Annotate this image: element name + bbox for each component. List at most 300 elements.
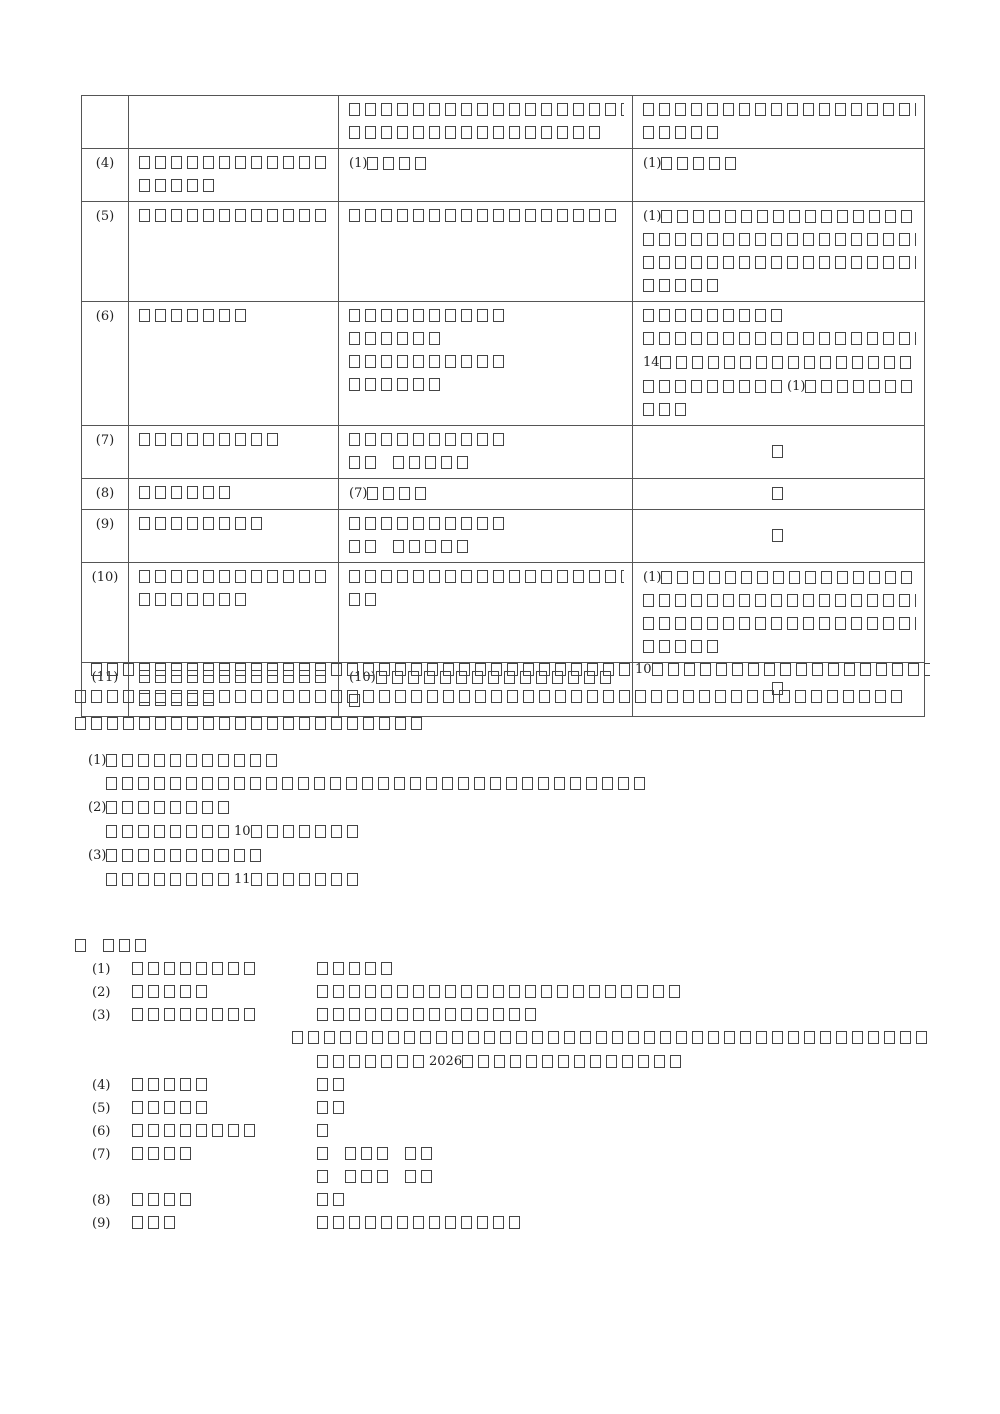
placeholder-glyph [187,179,198,192]
placeholder-glyph [484,1031,495,1044]
placeholder-glyph [180,1078,191,1091]
placeholder-glyph [707,640,718,653]
placeholder-glyph [643,640,654,653]
text-line [643,328,916,351]
placeholder-glyph [461,985,472,998]
placeholder-glyph [477,433,488,446]
placeholder-glyph [381,355,392,368]
placeholder-glyph [228,962,239,975]
placeholder-glyph [170,849,181,862]
table-cell-c3 [339,96,633,149]
placeholder-glyph [821,210,832,223]
placeholder-glyph [539,690,550,703]
placeholder-glyph [461,1008,472,1021]
placeholder-glyph [349,332,360,345]
placeholder-glyph [509,1008,520,1021]
placeholder-glyph [187,156,198,169]
placeholder-glyph [180,1101,191,1114]
placeholder-glyph [660,1031,671,1044]
detail-number [92,1050,132,1074]
placeholder-glyph [347,717,358,730]
placeholder-glyph [867,233,878,246]
placeholder-glyph [443,663,454,676]
placeholder-glyph [397,570,408,583]
placeholder-glyph [317,1216,328,1229]
placeholder-glyph [429,1008,440,1021]
placeholder-glyph [899,103,910,116]
placeholder-glyph [154,801,165,814]
placeholder-glyph [154,849,165,862]
placeholder-glyph [427,663,438,676]
placeholder-glyph [691,103,702,116]
placeholder-glyph [836,1031,847,1044]
placeholder-glyph [445,1008,456,1021]
placeholder-glyph [525,103,536,116]
placeholder-glyph [138,849,149,862]
placeholder-glyph [251,663,262,676]
placeholder-glyph [218,825,229,838]
placeholder-glyph [282,777,293,790]
placeholder-glyph [122,777,133,790]
placeholder-glyph [605,209,616,222]
placeholder-glyph [315,717,326,730]
placeholder-glyph [164,1101,175,1114]
placeholder-glyph [622,1055,633,1068]
detail-value [317,1166,932,1189]
placeholder-glyph [445,103,456,116]
placeholder-glyph [397,355,408,368]
placeholder-glyph [315,825,326,838]
placeholder-glyph [899,617,910,630]
row-number [82,96,129,149]
placeholder-glyph [187,663,198,676]
detail-label [128,1027,292,1050]
text-line [349,205,624,228]
placeholder-glyph [618,777,629,790]
placeholder-glyph [436,1031,447,1044]
placeholder-glyph [691,256,702,269]
placeholder-glyph [803,233,814,246]
detail-value [317,1097,932,1120]
placeholder-glyph [346,777,357,790]
numeral: 10 [635,662,652,677]
placeholder-glyph [619,690,630,703]
placeholder-glyph [202,825,213,838]
placeholder-glyph [675,640,686,653]
placeholder-glyph [707,256,718,269]
placeholder-glyph [75,717,86,730]
placeholder-glyph [365,517,376,530]
row-number: (8) [82,479,129,510]
placeholder-glyph [394,777,405,790]
table-cell-c4 [633,479,925,510]
placeholder-glyph [558,1055,569,1068]
detail-row [92,1166,932,1189]
placeholder-glyph [573,985,584,998]
placeholder-glyph [707,103,718,116]
placeholder-glyph [267,825,278,838]
placeholder-glyph [819,617,830,630]
table-cell-c2 [129,426,339,479]
placeholder-glyph [203,690,214,703]
placeholder-glyph [507,663,518,676]
placeholder-glyph [755,594,766,607]
placeholder-glyph [707,309,718,322]
placeholder-glyph [500,1031,511,1044]
placeholder-glyph [132,962,143,975]
placeholder-glyph [468,1031,479,1044]
placeholder-glyph [541,570,552,583]
placeholder-glyph [139,156,150,169]
note-title [88,749,650,773]
placeholder-glyph [445,309,456,322]
placeholder-glyph [171,209,182,222]
placeholder-glyph [654,1055,665,1068]
placeholder-glyph [899,233,910,246]
placeholder-glyph [741,571,752,584]
placeholder-glyph [250,754,261,767]
placeholder-glyph [365,456,376,469]
placeholder-glyph [573,103,584,116]
placeholder-glyph [675,233,686,246]
main-table [81,95,925,717]
placeholder-glyph [251,690,262,703]
placeholder-glyph [378,777,389,790]
placeholder-glyph [891,690,902,703]
placeholder-glyph [796,663,807,676]
placeholder-glyph [106,825,117,838]
placeholder-glyph [675,256,686,269]
text-line [349,152,624,176]
text-line [317,1074,932,1097]
placeholder-glyph [836,356,847,369]
placeholder-glyph [659,617,670,630]
placeholder-glyph [381,985,392,998]
placeholder-glyph [155,156,166,169]
placeholder-glyph [154,873,165,886]
placeholder-glyph [330,777,341,790]
placeholder-glyph [429,309,440,322]
placeholder-glyph [740,356,751,369]
placeholder-glyph [413,309,424,322]
placeholder-glyph [139,517,150,530]
placeholder-glyph [381,517,392,530]
placeholder-glyph [164,1216,175,1229]
placeholder-glyph [675,103,686,116]
table-cell-c3 [339,426,633,479]
placeholder-glyph [739,332,750,345]
placeholder-glyph [523,690,534,703]
placeholder-glyph [445,985,456,998]
text-line [643,525,916,548]
placeholder-glyph [148,1193,159,1206]
placeholder-glyph [315,570,326,583]
placeholder-glyph [494,1055,505,1068]
placeholder-glyph [202,873,213,886]
placeholder-glyph [668,663,679,676]
placeholder-glyph [525,570,536,583]
placeholder-glyph [884,356,895,369]
placeholder-glyph [643,332,654,345]
table-cell-c4 [633,302,925,426]
placeholder-glyph [915,233,916,246]
placeholder-glyph [381,570,392,583]
placeholder-glyph [643,617,654,630]
placeholder-glyph [651,690,662,703]
placeholder-glyph [723,309,734,322]
placeholder-glyph [445,570,456,583]
placeholder-glyph [349,962,360,975]
placeholder-glyph [315,873,326,886]
placeholder-glyph [365,126,376,139]
placeholder-glyph [413,1216,424,1229]
placeholder-glyph [410,777,421,790]
table-row [82,302,925,426]
placeholder-glyph [787,103,798,116]
placeholder-glyph [397,209,408,222]
placeholder-glyph [459,690,470,703]
placeholder-glyph [725,571,736,584]
note-body [88,773,650,796]
placeholder-glyph [266,754,277,767]
placeholder-glyph [741,210,752,223]
placeholder-glyph [212,1008,223,1021]
placeholder-glyph [299,663,310,676]
placeholder-glyph [132,1147,143,1160]
placeholder-glyph [171,593,182,606]
placeholder-glyph [365,593,376,606]
placeholder-glyph [106,849,117,862]
detail-value [317,1074,932,1097]
placeholder-glyph [899,256,910,269]
text-line [349,99,624,122]
detail-label [132,1050,317,1074]
placeholder-glyph [691,640,702,653]
detail-label [132,958,317,981]
placeholder-glyph [772,1031,783,1044]
placeholder-glyph [885,571,896,584]
detail-number: (8) [92,1193,111,1208]
placeholder-glyph [381,378,392,391]
placeholder-glyph [691,617,702,630]
placeholder-glyph [283,209,294,222]
placeholder-glyph [180,1124,191,1137]
placeholder-glyph [771,380,782,393]
placeholder-glyph [235,209,246,222]
placeholder-glyph [755,332,766,345]
text-line [317,1189,932,1212]
table-cell-c4 [633,202,925,302]
placeholder-glyph [187,209,198,222]
placeholder-glyph [675,617,686,630]
placeholder-glyph [397,1055,408,1068]
placeholder-glyph [154,754,165,767]
placeholder-glyph [493,355,504,368]
placeholder-glyph [441,540,452,553]
text-line [349,536,624,559]
placeholder-glyph [804,1031,815,1044]
placeholder-glyph [155,433,166,446]
section-heading [75,935,151,957]
placeholder-glyph [139,690,150,703]
text-line [643,375,916,399]
placeholder-glyph [691,233,702,246]
placeholder-glyph [853,571,864,584]
table-cell-c2 [129,510,339,563]
placeholder-glyph [590,1055,601,1068]
placeholder-glyph [377,1147,388,1160]
placeholder-glyph [691,126,702,139]
placeholder-glyph [526,1055,537,1068]
placeholder-glyph [317,1147,328,1160]
placeholder-glyph [764,663,775,676]
placeholder-glyph [819,256,830,269]
placeholder-glyph [283,873,294,886]
placeholder-glyph [415,487,426,500]
placeholder-glyph [652,663,663,676]
placeholder-glyph [180,1008,191,1021]
placeholder-glyph [691,279,702,292]
placeholder-glyph [235,433,246,446]
text-line [139,175,330,198]
placeholder-glyph [475,690,486,703]
placeholder-glyph [589,103,600,116]
detail-label [132,1004,317,1027]
table-cell-c3 [339,479,633,510]
placeholder-glyph [234,754,245,767]
placeholder-glyph [361,1170,372,1183]
placeholder-glyph [883,103,894,116]
placeholder-glyph [899,332,910,345]
placeholder-glyph [347,663,358,676]
row-number: (5) [82,202,129,302]
numeral: (1) [787,379,806,394]
numeral: (1) [643,156,662,171]
placeholder-glyph [234,849,245,862]
detail-label [132,1189,317,1212]
placeholder-glyph [397,126,408,139]
paragraph-line [75,684,930,711]
numeral: (1) [643,209,662,224]
placeholder-glyph [349,1008,360,1021]
placeholder-glyph [139,309,150,322]
placeholder-glyph [155,717,166,730]
placeholder-glyph [445,517,456,530]
placeholder-glyph [187,486,198,499]
placeholder-glyph [429,332,440,345]
placeholder-glyph [477,570,488,583]
placeholder-glyph [461,570,472,583]
placeholder-glyph [867,256,878,269]
placeholder-glyph [299,873,310,886]
placeholder-glyph [539,663,550,676]
placeholder-glyph [397,378,408,391]
placeholder-glyph [821,380,832,393]
placeholder-glyph [621,103,624,116]
placeholder-glyph [250,849,261,862]
placeholder-glyph [333,985,344,998]
placeholder-glyph [379,690,390,703]
placeholder-glyph [267,209,278,222]
placeholder-glyph [393,540,404,553]
table-cell-c3 [339,563,633,663]
placeholder-glyph [345,1147,356,1160]
placeholder-glyph [819,332,830,345]
placeholder-glyph [315,690,326,703]
placeholder-glyph [772,529,783,542]
placeholder-glyph [677,157,688,170]
placeholder-glyph [317,1193,328,1206]
placeholder-glyph [356,1031,367,1044]
placeholder-glyph [381,209,392,222]
placeholder-glyph [349,1055,360,1068]
placeholder-glyph [892,663,903,676]
text-line [643,399,916,422]
text-line [317,1143,932,1166]
placeholder-glyph [218,801,229,814]
placeholder-glyph [491,690,502,703]
placeholder-glyph [621,985,632,998]
placeholder-glyph [362,777,373,790]
placeholder-glyph [365,309,376,322]
placeholder-glyph [187,593,198,606]
placeholder-glyph [122,849,133,862]
placeholder-glyph [787,233,798,246]
placeholder-glyph [885,380,896,393]
placeholder-glyph [538,777,549,790]
placeholder-glyph [868,1031,879,1044]
placeholder-glyph [457,540,468,553]
placeholder-glyph [740,1031,751,1044]
row-number: (6) [82,302,129,426]
placeholder-glyph [413,332,424,345]
placeholder-glyph [187,690,198,703]
placeholder-glyph [186,754,197,767]
placeholder-glyph [365,1055,376,1068]
placeholder-glyph [835,103,846,116]
placeholder-glyph [148,1216,159,1229]
placeholder-glyph [461,517,472,530]
placeholder-glyph [203,309,214,322]
table-cell-c2 [129,479,339,510]
placeholder-glyph [876,663,887,676]
placeholder-glyph [788,1031,799,1044]
placeholder-glyph [381,1008,392,1021]
placeholder-glyph [461,309,472,322]
placeholder-glyph [477,517,488,530]
table-cell-c4 [633,149,925,202]
placeholder-glyph [901,210,912,223]
placeholder-glyph [692,356,703,369]
table-cell-c3 [339,202,633,302]
placeholder-glyph [477,103,488,116]
placeholder-glyph [244,1008,255,1021]
placeholder-glyph [411,717,422,730]
placeholder-glyph [397,985,408,998]
placeholder-glyph [653,985,664,998]
placeholder-glyph [683,690,694,703]
placeholder-glyph [186,801,197,814]
placeholder-glyph [251,825,262,838]
placeholder-glyph [397,309,408,322]
placeholder-glyph [643,380,654,393]
placeholder-glyph [709,210,720,223]
placeholder-glyph [525,126,536,139]
placeholder-glyph [415,157,426,170]
placeholder-glyph [715,690,726,703]
placeholder-glyph [267,717,278,730]
placeholder-glyph [803,103,814,116]
